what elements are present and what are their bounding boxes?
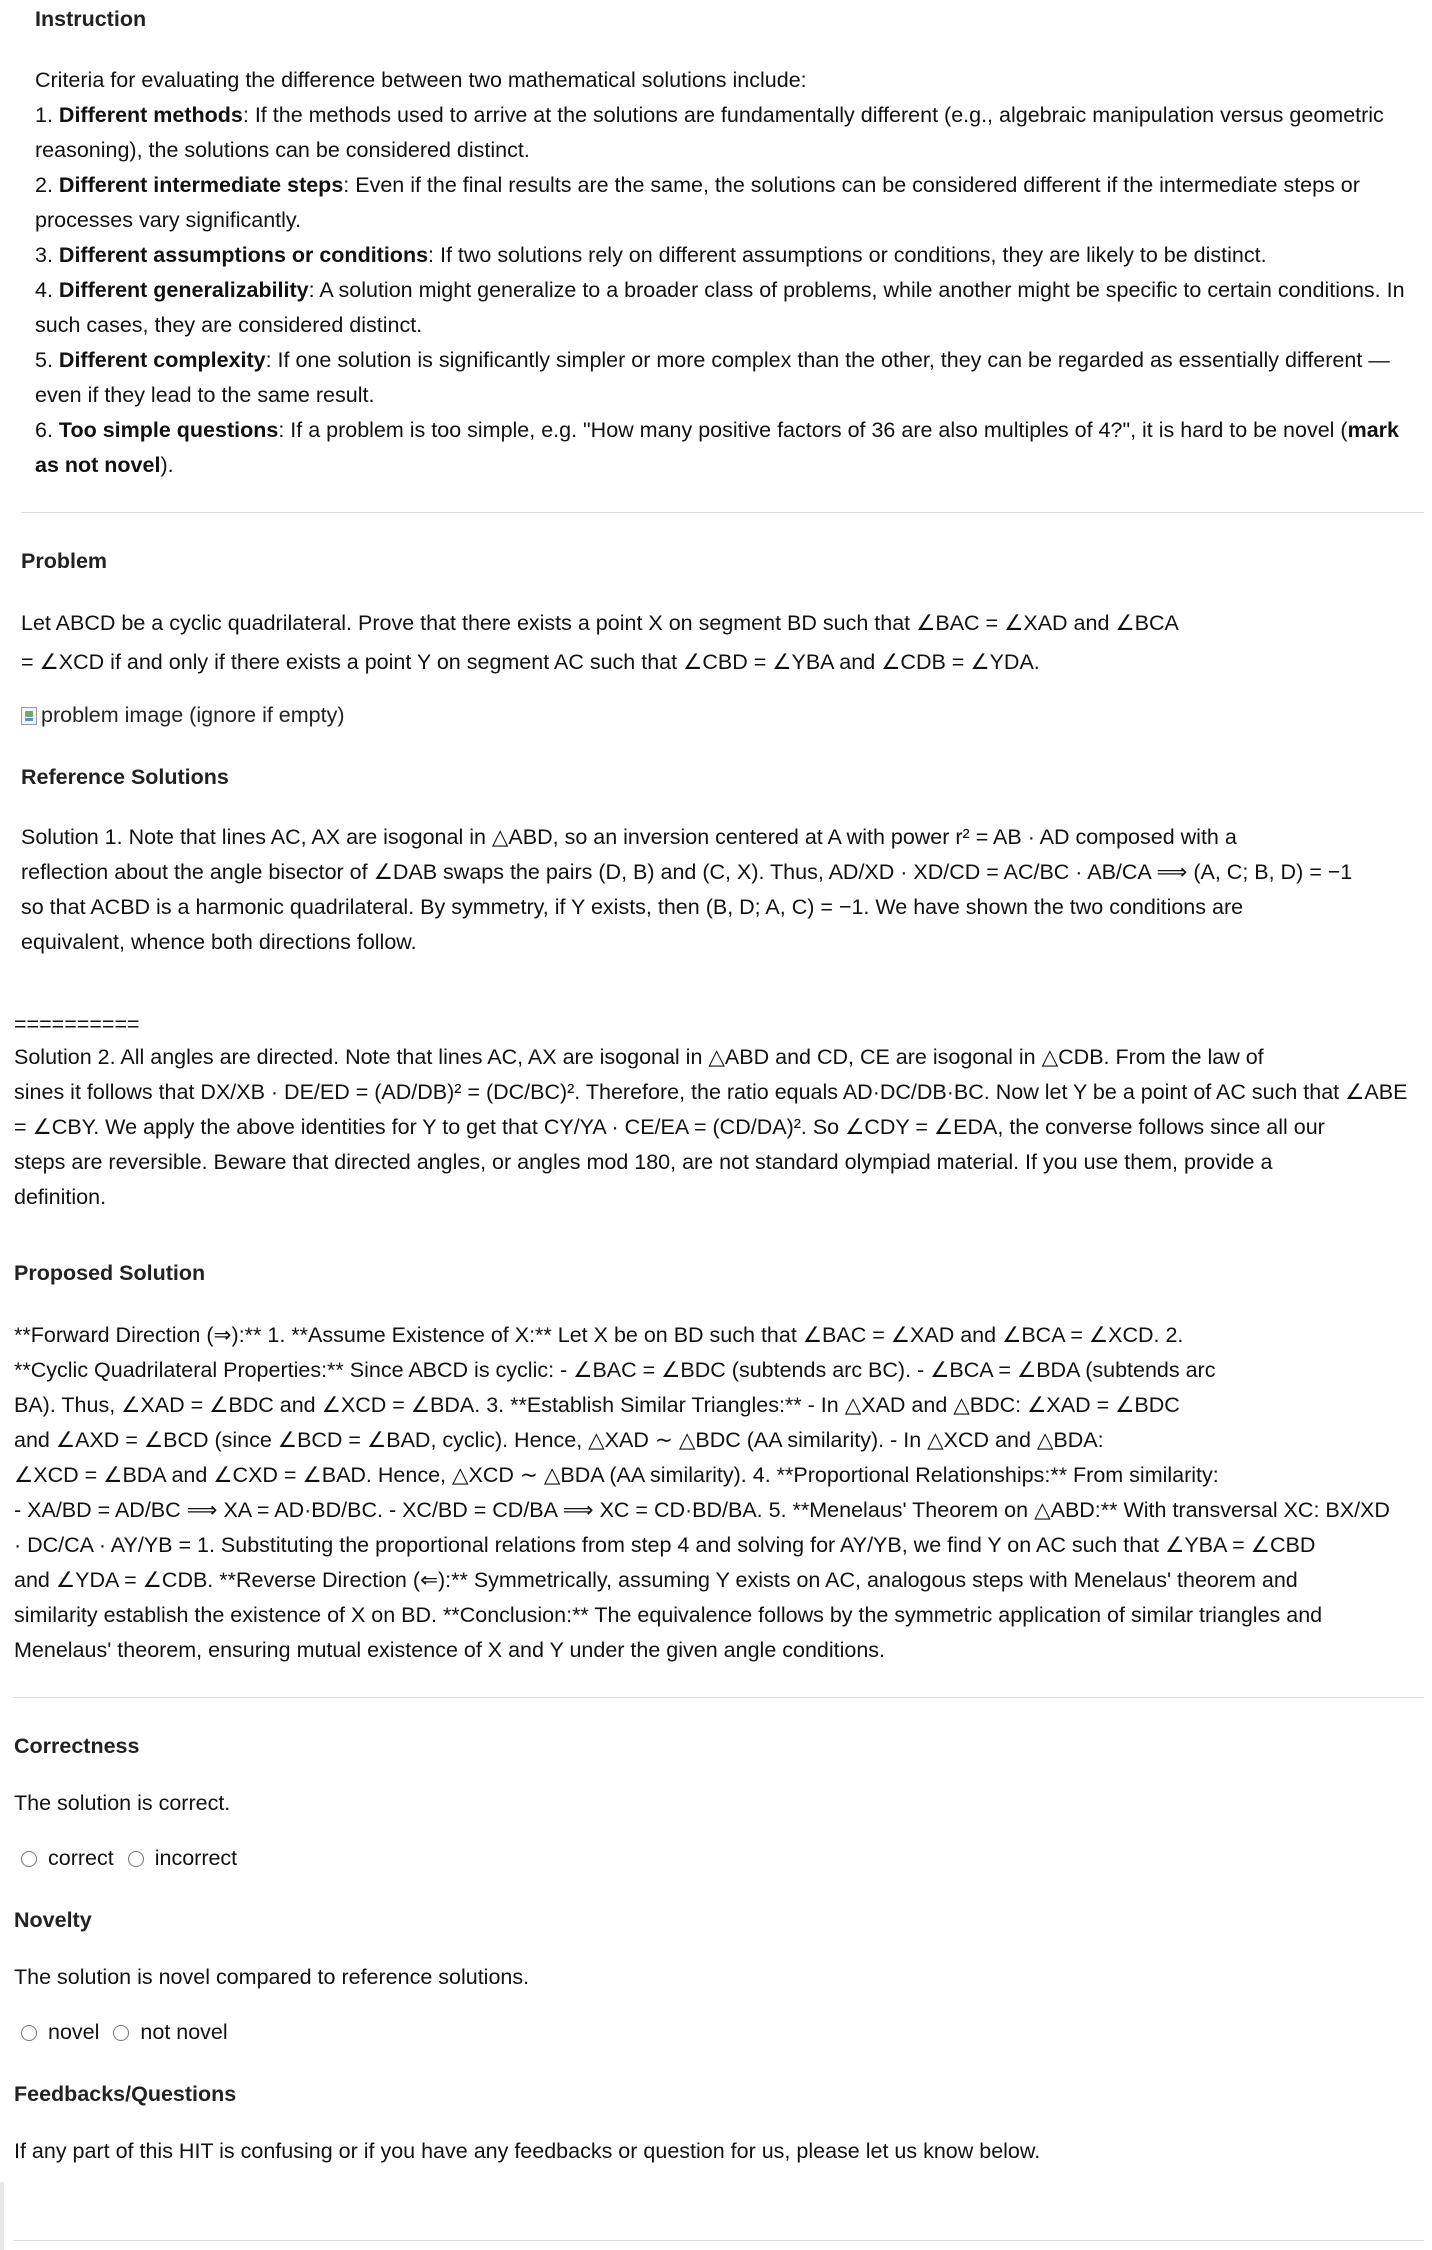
radio-novel[interactable] bbox=[21, 2015, 99, 2050]
proposed-line: Menelaus' theorem, ensuring mutual existence of X and Y under the given angle conditions. bbox=[14, 1638, 886, 1662]
correctness-radio-group bbox=[21, 1841, 251, 1876]
radio-novel-label: novel bbox=[48, 2020, 100, 2044]
proposed-line: **Cyclic Quadrilateral Properties:** Since ABCD is cyclic: - ∠BAC = ∠BDC (subtends arc BC). - ∠BCA = ∠BDA (subtends arc bbox=[14, 1358, 1216, 1382]
radio-incorrect-label: incorrect bbox=[154, 1846, 238, 1870]
proposed-line: ∠XCD = ∠BDA and ∠CXD = ∠BAD. Hence, △XCD ∼ △BDA (AA similarity). 4. **Proportional Relationships:** From similarity: bbox=[14, 1463, 1219, 1487]
radio-not-novel-label: not novel bbox=[140, 2020, 228, 2044]
radio-correct-label: correct bbox=[48, 1846, 114, 1870]
reference-solution-2 bbox=[14, 1040, 1419, 1215]
criterion-1: 1. Different methods: If the methods used to arrive at the solutions are fundamentally different (e.g., algebraic manipulation versus geometric reasoning), the solutions can be considered distinct. bbox=[35, 103, 1384, 162]
criterion-3: 3. Different assumptions or conditions: If two solutions rely on different assumptions or conditions, they are likely to be distinct. bbox=[35, 243, 1267, 267]
sol2-line: definition. bbox=[14, 1185, 107, 1209]
proposed-line: and ∠YDA = ∠CDB. **Reverse Direction (⇐):** Symmetrically, assuming Y exists on AC, analogous steps with Menelaus' theorem and bbox=[14, 1568, 1298, 1592]
divider-proposed bbox=[14, 1697, 1424, 1698]
radio-correct-circle[interactable] bbox=[21, 1851, 37, 1867]
feedback-statement: If any part of this HIT is confusing or if you have any feedbacks or question for us, please let us know below. bbox=[14, 2139, 1041, 2163]
correctness-statement: The solution is correct. bbox=[14, 1791, 231, 1815]
sol1-line: so that ACBD is a harmonic quadrilateral. By symmetry, if Y exists, then (B, D; A, C) = −1. We have shown the two conditions are bbox=[21, 895, 1244, 919]
criterion-4: 4. Different generalizability: A solution might generalize to a broader class of problems, while another might be specific to certain conditions. In such cases, they are considered distinct. bbox=[35, 278, 1405, 337]
sol2-line: sines it follows that DX/XB · DE/ED = (AD/DB)² = (DC/BC)². Therefore, the ratio equals AD·DC/DB·BC. Now let Y be a point of AC such that ∠ABE bbox=[14, 1080, 1408, 1104]
criterion-6: 6. Too simple questions: If a problem is too simple, e.g. "How many positive factors of 36 are also multiples of 4?", it is hard to be novel (mark as not novel). bbox=[35, 418, 1399, 477]
novelty-radio-group bbox=[21, 2015, 242, 2050]
sol1-line: Solution 1. Note that lines AC, AX are isogonal in △ABD, so an inversion centered at A with power r² = AB · AD composed with a bbox=[21, 825, 1237, 849]
radio-incorrect[interactable] bbox=[128, 1841, 237, 1876]
sol2-line: Solution 2. All angles are directed. Note that lines AC, AX are isogonal in △ABD and CD, CE are isogonal in △CDB. From the law of bbox=[14, 1045, 1264, 1069]
problem-image-alt: problem image (ignore if empty) bbox=[41, 703, 345, 727]
sol2-line: = ∠CBY. We apply the above identities for Y to get that CY/YA · CE/EA = (CD/DA)². So ∠CDY = ∠EDA, the converse follows since all our bbox=[14, 1115, 1325, 1139]
radio-correct[interactable] bbox=[21, 1841, 114, 1876]
feedback-heading: Feedbacks/Questions bbox=[14, 2082, 237, 2106]
problem-image bbox=[21, 698, 345, 733]
reference-solution-1 bbox=[21, 820, 1421, 960]
proposed-line: - XA/BD = AD/BC ⟹ XA = AD·BD/BC. - XC/BD = CD/BA ⟹ XC = CD·BD/BA. 5. **Menelaus' Theorem on △ABD:** With transversal XC: BX/XD bbox=[14, 1498, 1390, 1522]
sol1-line: equivalent, whence both directions follow. bbox=[21, 930, 417, 954]
problem-text-line-2: = ∠XCD if and only if there exists a point Y on segment AC such that ∠CBD = ∠YBA and ∠CDB = ∠YDA. bbox=[21, 650, 1040, 674]
proposed-line: and ∠AXD = ∠BCD (since ∠BCD = ∠BAD, cyclic). Hence, △XAD ∼ △BDC (AA similarity). - In △XCD and △BDA: bbox=[14, 1428, 1104, 1452]
radio-incorrect-circle[interactable] bbox=[128, 1851, 144, 1867]
radio-novel-circle[interactable] bbox=[21, 2025, 37, 2041]
novelty-heading: Novelty bbox=[14, 1908, 92, 1932]
problem-text-line-1: Let ABCD be a cyclic quadrilateral. Prove that there exists a point X on segment BD such that ∠BAC = ∠XAD and ∠BCA bbox=[21, 611, 1179, 635]
solution-separator: ========== bbox=[14, 1012, 140, 1036]
proposed-heading: Proposed Solution bbox=[14, 1261, 206, 1285]
proposed-line: BA). Thus, ∠XAD = ∠BDC and ∠XCD = ∠BDA. 3. **Establish Similar Triangles:** - In △XAD and △BDC: ∠XAD = ∠BDC bbox=[14, 1393, 1180, 1417]
novelty-statement: The solution is novel compared to reference solutions. bbox=[14, 1965, 530, 1989]
criterion-5: 5. Different complexity: If one solution is significantly simpler or more complex than the other, they can be regarded as essentially different —even if they lead to the same result. bbox=[35, 348, 1390, 407]
criteria-list bbox=[35, 98, 1415, 483]
instruction-heading: Instruction bbox=[35, 7, 147, 31]
problem-heading: Problem bbox=[21, 549, 108, 573]
sol2-line: steps are reversible. Beware that directed angles, or angles mod 180, are not standard olympiad material. If you use them, provide a bbox=[14, 1150, 1273, 1174]
radio-not-novel-circle[interactable] bbox=[113, 2025, 129, 2041]
radio-not-novel[interactable] bbox=[113, 2015, 227, 2050]
divider-feedback bbox=[14, 2240, 1424, 2241]
feedback-textarea[interactable] bbox=[0, 2182, 4, 2250]
divider-instruction bbox=[21, 512, 1424, 513]
criterion-2: 2. Different intermediate steps: Even if the final results are the same, the solutions can be considered different if the intermediate steps or processes vary significantly. bbox=[35, 173, 1360, 232]
broken-image-icon bbox=[21, 707, 37, 725]
instruction-intro: Criteria for evaluating the difference between two mathematical solutions include: bbox=[35, 68, 807, 92]
sol1-line: reflection about the angle bisector of ∠DAB swaps the pairs (D, B) and (C, X). Thus, AD/XD · XD/CD = AC/BC · AB/CA ⟹ (A, C; B, D) = −1 bbox=[21, 860, 1353, 884]
reference-heading: Reference Solutions bbox=[21, 765, 229, 789]
proposed-solution bbox=[14, 1318, 1419, 1668]
correctness-heading: Correctness bbox=[14, 1734, 140, 1758]
proposed-line: · DC/CA · AY/YB = 1. Substituting the proportional relations from step 4 and solving for AY/YB, we find Y on AC such that ∠YBA = ∠CBD bbox=[14, 1533, 1316, 1557]
proposed-line: **Forward Direction (⇒):** 1. **Assume Existence of X:** Let X be on BD such that ∠BAC = ∠XAD and ∠BCA = ∠XCD. 2. bbox=[14, 1323, 1184, 1347]
proposed-line: similarity establish the existence of X on BD. **Conclusion:** The equivalence follows by the symmetric application of similar triangles and bbox=[14, 1603, 1323, 1627]
